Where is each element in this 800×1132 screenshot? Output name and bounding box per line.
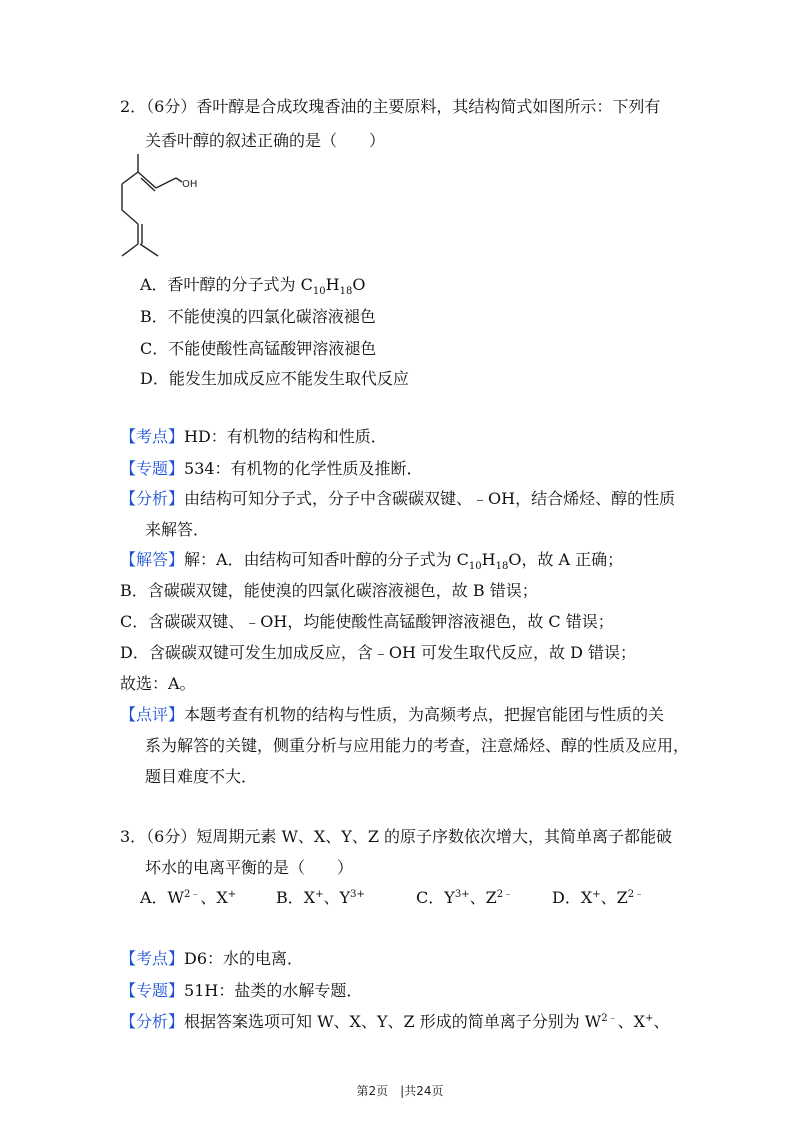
kaodian-tag: 【考点】 [120, 949, 185, 968]
q3-zhuanti [120, 980, 362, 1002]
q3-option-c [416, 887, 513, 912]
q2-answer: 故选：A。 [120, 674, 196, 693]
jieda-text: 解：A．由结构可知香叶醇的分子式为 C [184, 550, 469, 569]
q2-jieda-b: B．含碳碳双键，能使溴的四氯化碳溶液褪色，故 B 错误； [120, 581, 538, 600]
q2-jieda-d: D．含碳碳双键可发生加成反应，含﹣OH 可发生取代反应，故 D 错误； [120, 643, 636, 662]
q2-fenxi-line2: 来解答． [145, 520, 210, 539]
q2-stem-line1: 2．（6分）香叶醇是合成玫瑰香油的主要原料，其结构简式如图所示：下列有 [120, 97, 661, 116]
superscript: 2﹣ [601, 1013, 618, 1024]
q3-option-b-text2: 、Y [323, 888, 351, 907]
q2-option-a-text: A．香叶醇的分子式为 C [140, 275, 313, 294]
q2-option-c: C．不能使酸性高锰酸钾溶液褪色 [140, 339, 377, 358]
q2-option-a [140, 274, 365, 299]
q2-jieda-c: C．含碳碳双键、﹣OH，均能使酸性高锰酸钾溶液褪色，故 C 错误； [120, 612, 614, 631]
jieda-suffix: O，故 A 正确； [508, 550, 624, 569]
superscript: 3+ [454, 889, 470, 900]
fenxi-text: 根据答案选项可知 W、X、Y、Z 形成的简单离子分别为 W [184, 1012, 602, 1031]
subscript: 18 [495, 561, 509, 572]
oh-label: OH [182, 179, 198, 190]
fenxi-text: 由结构可知分子式，分子中含碳碳双键、﹣OH，结合烯烃、醇的性质 [184, 489, 676, 508]
superscript: + [227, 889, 237, 900]
superscript: 2﹣ [627, 889, 645, 900]
q3-option-d-text: D．X [552, 888, 593, 907]
jieda-h: H [481, 550, 496, 569]
fenxi-tag: 【分析】 [120, 1012, 185, 1031]
q2-zhuanti [120, 458, 423, 480]
q3-option-a-text2: 、X [200, 888, 228, 907]
q3-option-b [276, 887, 365, 912]
q2-fenxi [120, 488, 675, 510]
q3-option-a [140, 887, 236, 912]
q3-stem-line2: 坏水的电离平衡的是（ ） [145, 858, 354, 877]
dianping-tag: 【点评】 [120, 705, 185, 724]
fenxi-suffix: 、 [653, 1012, 670, 1031]
geraniol-structure-diagram [118, 152, 218, 262]
q2-option-b: B．不能使溴的四氯化碳溶液褪色 [140, 307, 376, 326]
kaodian-text: D6：水的电离． [184, 949, 304, 968]
superscript: + [592, 889, 601, 900]
q3-option-d-text2: 、Z [600, 888, 628, 907]
superscript: 2﹣ [496, 889, 514, 900]
q3-option-d [552, 887, 644, 912]
zhuanti-tag: 【专题】 [120, 981, 185, 1000]
q2-stem-line2: 关香叶醇的叙述正确的是（ ） [145, 131, 386, 150]
q3-kaodian [120, 948, 303, 970]
kaodian-text: HD：有机物的结构和性质． [184, 427, 387, 446]
superscript: + [315, 889, 324, 900]
superscript: + [645, 1013, 654, 1024]
page-footer: 第2页 |共24页 [356, 1084, 444, 1098]
q3-option-b-text: B．X [276, 888, 316, 907]
jieda-tag: 【解答】 [120, 550, 185, 569]
q3-option-c-text: C．Y [416, 888, 455, 907]
zhuanti-text: 534：有机物的化学性质及推断． [184, 459, 423, 478]
zhuanti-text: 51H：盐类的水解专题． [184, 981, 363, 1000]
superscript: 2﹣ [184, 889, 201, 900]
q2-kaodian [120, 426, 387, 448]
q2-option-d: D．能发生加成反应不能发生取代反应 [140, 369, 409, 388]
superscript: 3+ [350, 889, 365, 900]
fenxi-tag: 【分析】 [120, 489, 185, 508]
q2-dianping-line2: 系为解答的关键，侧重分析与应用能力的考查，注意烯烃、醇的性质及应用， [145, 736, 690, 755]
q3-fenxi [120, 1011, 669, 1036]
q2-jieda [120, 549, 623, 574]
kaodian-tag: 【考点】 [120, 427, 185, 446]
subscript: 10 [312, 286, 326, 297]
q3-stem-line1: 3．（6分）短周期元素 W、X、Y、Z 的原子序数依次增大，其简单离子都能破 [120, 827, 673, 846]
q2-option-a-o: O [352, 275, 366, 294]
dianping-text: 本题考查有机物的结构与性质，为高频考点，把握官能团与性质的关 [184, 705, 665, 724]
q3-option-c-text2: 、Z [469, 888, 497, 907]
subscript: 18 [339, 286, 353, 297]
subscript: 10 [468, 561, 482, 572]
q2-dianping [120, 704, 664, 726]
q2-option-a-h: H [325, 275, 340, 294]
q2-dianping-line3: 题目难度不大． [145, 767, 258, 786]
q3-option-a-text: A．W [140, 888, 185, 907]
fenxi-text2: 、X [617, 1012, 646, 1031]
zhuanti-tag: 【专题】 [120, 459, 185, 478]
